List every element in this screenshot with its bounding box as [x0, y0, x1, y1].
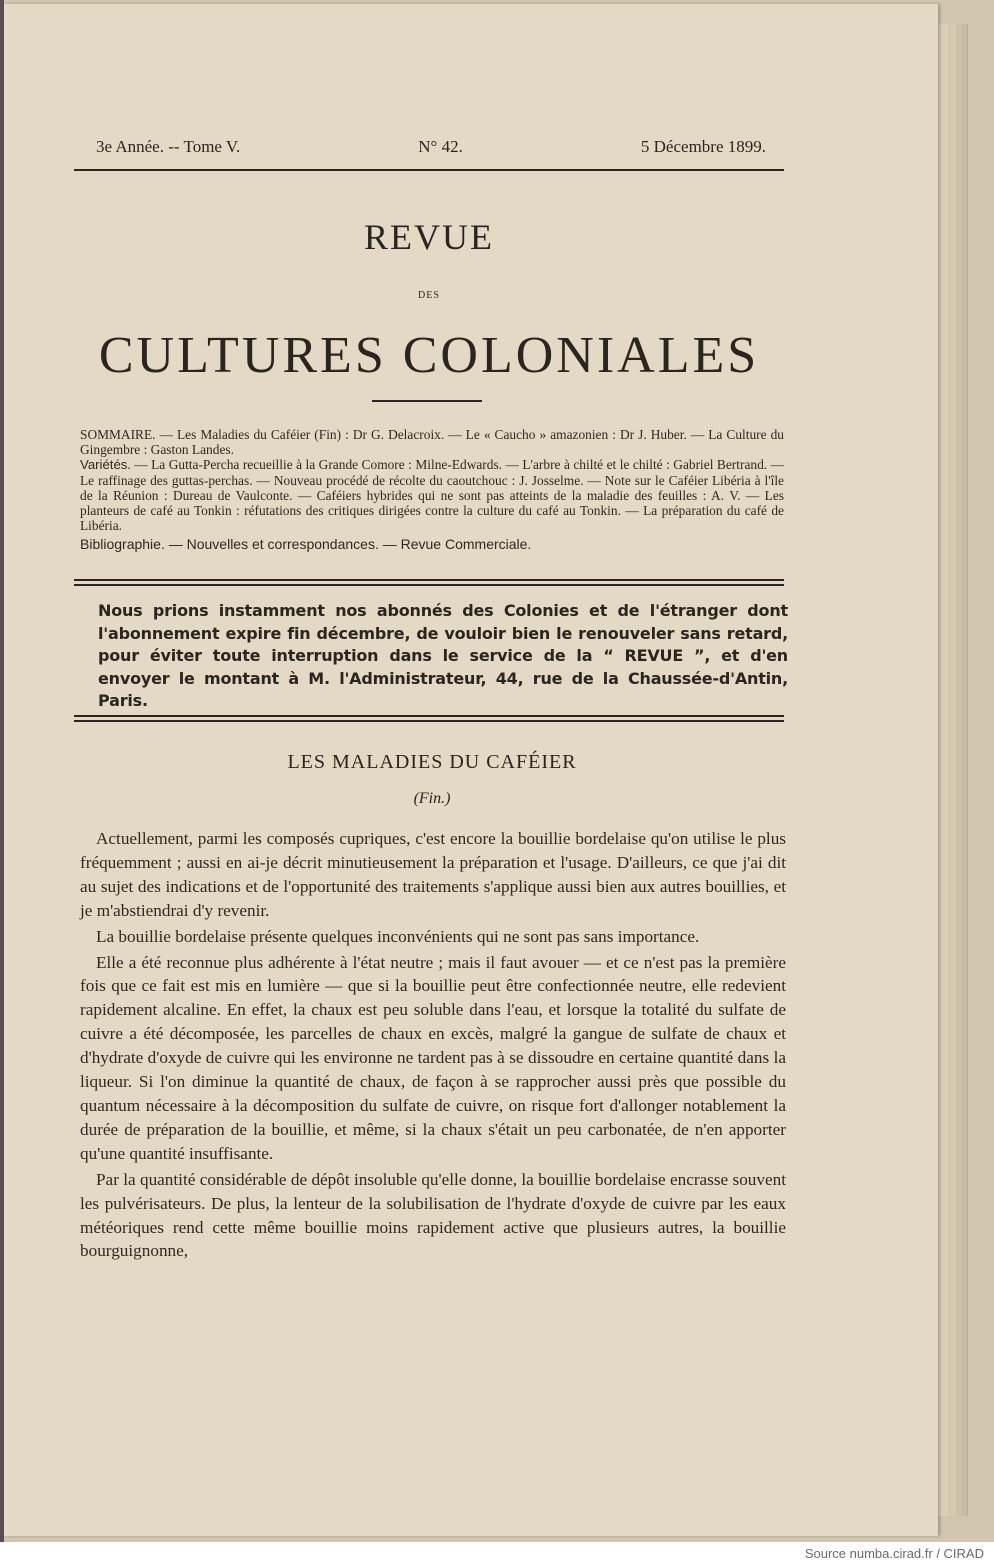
- page-edge-stack: [962, 24, 968, 1516]
- masthead-des: DES: [418, 290, 440, 301]
- toc-varietes-text: . — La Gutta-Percha recueillie à la Grande Comore : Milne-Edwards. — L'arbre à chilté et le chilté : Gabriel Bertrand. — Le raffinage des guttas-perchas. — Nouveau procédé de récolte du caoutchouc : J. Josselme. — Note sur le Caféier Libéria à l'île de la Réunion : Dureau de Vaulconte. — Caféiers hybrides qui ne sont pas atteints de la maladie des feuilles : A. V. — Les planteurs de café au Tonkin : réfutations des critiques dirigées contre la culture du café au Tonkin. — La préparation du café de Libéria.: [80, 457, 784, 534]
- toc-main: SOMMAIRE. — Les Maladies du Caféier (Fin) : Dr G. Delacroix. — Le « Caucho » amazonien : Dr J. Huber. — La Culture du Gingembre : Gaston Landes.: [80, 427, 784, 458]
- table-of-contents: [80, 427, 784, 553]
- article-subtitle: (Fin.): [413, 790, 451, 807]
- masthead-title: CULTURES COLONIALES: [98, 327, 760, 384]
- article-body: [80, 827, 786, 1265]
- document-page: [4, 4, 938, 1536]
- masthead-revue: REVUE: [364, 217, 494, 257]
- article-paragraph: Par la quantité considérable de dépôt insoluble qu'elle donne, la bouillie bordelaise encrasse souvent les pulvérisateurs. De plus, la lenteur de la solubilisation de l'hydrate d'oxyde de cuivre par les eaux météoriques rend cette même bouillie moins rapidement active que plusieurs autres, la bouillie bourguignonne,: [80, 1169, 786, 1261]
- issue-number: N° 42.: [418, 137, 463, 156]
- article-paragraph: Actuellement, parmi les composés cupriques, c'est encore la bouillie bordelaise qu'on utilise le plus fréquemment ; aussi en ai-je décrit minutieusement la préparation et l'usage. D'ailleurs, ce que j'ai dit au sujet des indications et de l'opportunité des traitements s'applique aussi bien aux autres bouillies, et je m'abstiendrai d'y revenir.: [80, 829, 786, 920]
- toc-bibliographie: Bibliographie. — Nouvelles et correspondances. — Revue Commerciale.: [80, 536, 532, 553]
- notice-rule-top: [74, 584, 784, 586]
- toc-varietes: [80, 457, 784, 533]
- source-credit: Source numba.cirad.fr / CIRAD: [804, 1546, 984, 1561]
- article-paragraph: Elle a été reconnue plus adhérente à l'état neutre ; mais il faut avouer — et ce n'est pas la première fois que ce fait est mis en lumière — que si la bouillie peut être confectionnée neutre, elle redevient rapidement alcaline. En effet, la chaux est peu soluble dans l'eau, et lorsque la totalité du sulfate de cuivre a été décomposée, les parcelles de chaux en excès, malgré la gangue de sulfate de chaux et d'hydrate d'oxyde de cuivre qui les environne ne tardent pas à se dissoudre en certaine quantité dans la liqueur. Si l'on diminue la quantité de chaux, de façon à se rapprocher aussi près que possible du quantum nécessaire à la décomposition du sulfate de cuivre, on risque fort d'allonger notablement la durée de préparation de la bouillie, et même, si la chaux s'était un peu carbonatée, de n'en apporter qu'une quantité insuffisante.: [80, 952, 786, 1163]
- issue-header: [96, 137, 766, 157]
- notice-rule-bottom: [74, 720, 784, 722]
- article-paragraph: La bouillie bordelaise présente quelques inconvénients qui ne sont pas sans importance.: [96, 926, 700, 946]
- subscription-notice: Nous prions instamment nos abonnés des Colonies et de l'étranger dont l'abonnement expire fin décembre, de vouloir bien le renouveler sans retard, pour éviter toute interruption dans le service de la “ REVUE ”, et d'en envoyer le montant à M. l'Administrateur, 44, rue de la Chaussée-d'Antin, Paris.: [98, 601, 788, 710]
- article-title: LES MALADIES DU CAFÉIER: [287, 751, 577, 773]
- masthead-rule: [372, 400, 482, 402]
- issue-date: 5 Décembre 1899.: [640, 137, 766, 156]
- notice-rule-bottom: [74, 715, 784, 717]
- notice-rule-top: [74, 579, 784, 581]
- toc-varietes-heading: Variétés: [80, 457, 128, 473]
- header-rule: [74, 169, 784, 171]
- issue-volume: 3e Année. -- Tome V.: [96, 137, 241, 156]
